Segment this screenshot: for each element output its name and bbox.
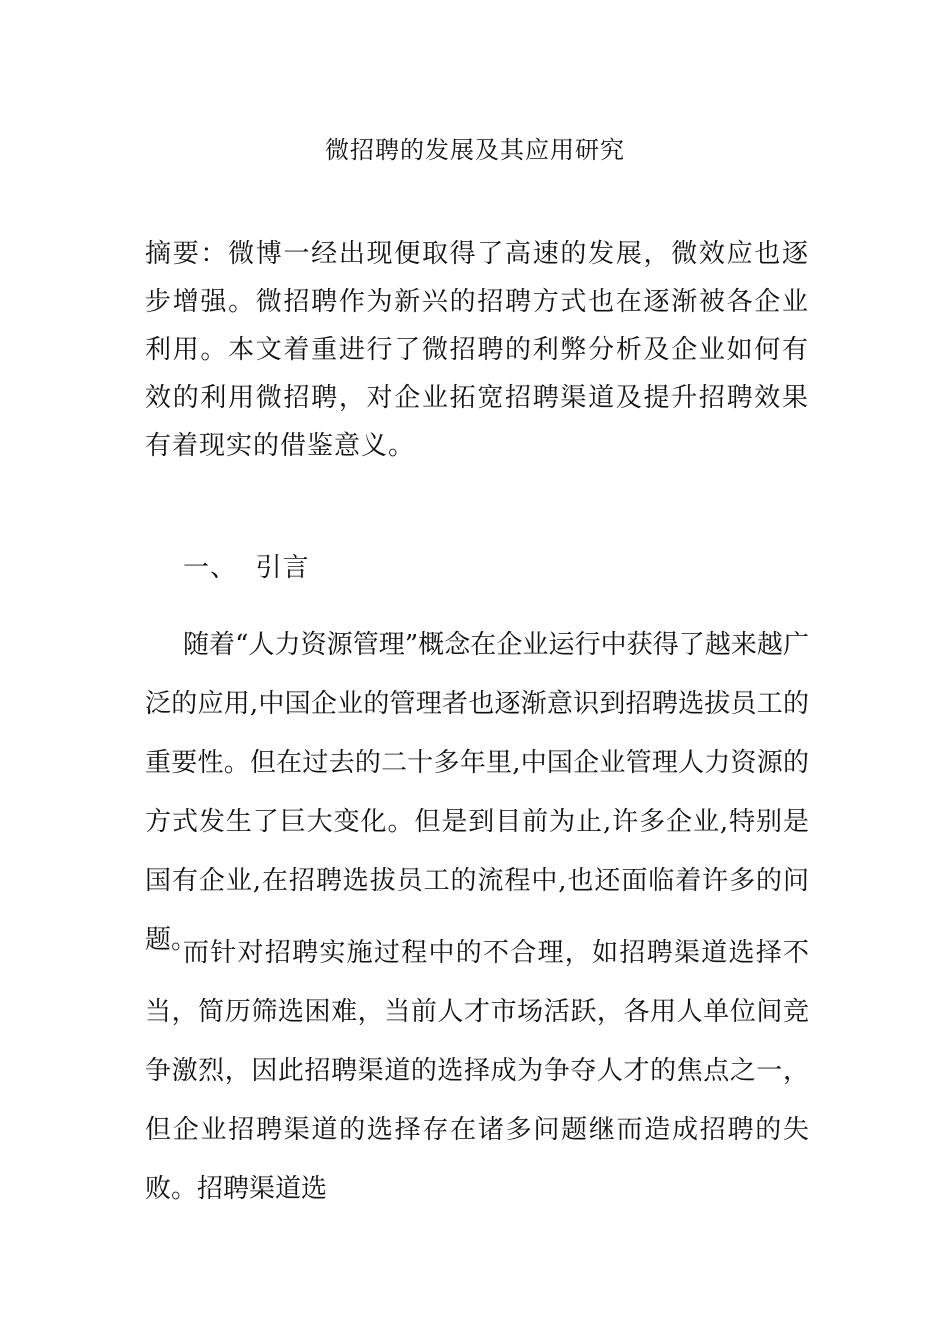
body-paragraph: 随着“人力资源管理”概念在企业运行中获得了越来越广泛的应用,中国企业的管理者也逐渐意识到招聘选拔员工的重要性。但在过去的二十多年里,中国企业管理人力资源的方式发生了巨大变化。但是到目前为止,许多企业,特别是国有企业,在招聘选拔员工的流程中,也还面临着许多的问题。 bbox=[145, 630, 809, 955]
document-title: 微招聘的发展及其应用研究 bbox=[325, 136, 625, 164]
abstract-paragraph: 摘要：微博一经出现便取得了高速的发展，微效应也逐步增强。微招聘作为新兴的招聘方式也在逐渐被各企业利用。本文着重进行了微招聘的利弊分析及企业如何有效的利用微招聘，对企业拓宽招聘渠道及提升招聘效果有着现实的借鉴意义。 bbox=[145, 239, 809, 461]
section-heading: 一、 引言 bbox=[183, 553, 310, 583]
body-paragraph: 而针对招聘实施过程中的不合理，如招聘渠道选择不当，简历筛选困难，当前人才市场活跃，各用人单位间竞争激烈，因此招聘渠道的选择成为争夺人才的焦点之一，但企业招聘渠道的选择存在诸多问题继而造成招聘的失败。招聘渠道选 bbox=[145, 938, 809, 1204]
